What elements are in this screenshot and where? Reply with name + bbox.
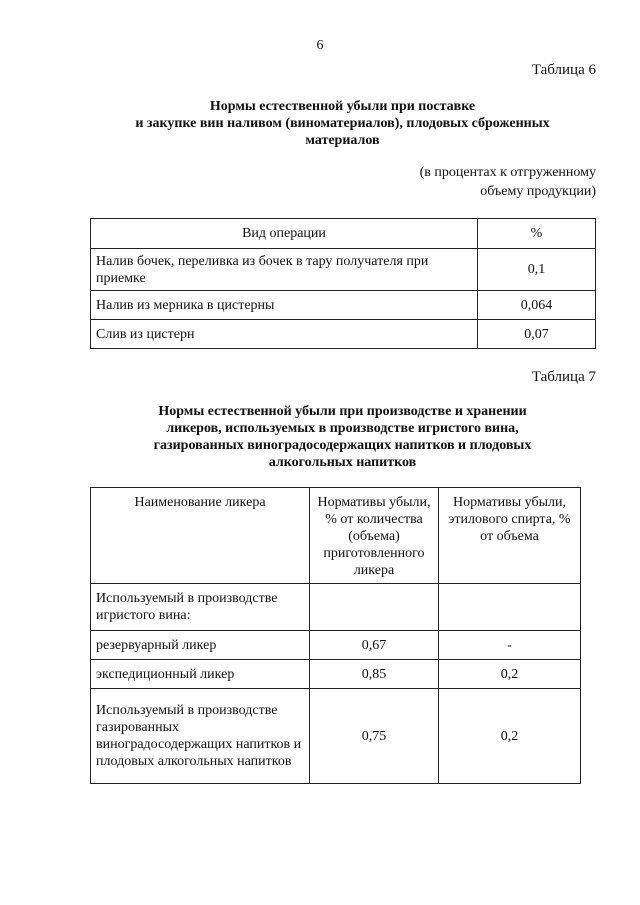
table7-volume-cell: 0,75 [310, 689, 439, 784]
table6-unit-note [420, 163, 596, 201]
table6-operation-cell: Слив из цистерн [91, 320, 478, 349]
table7-name-cell: экспедиционный ликер [91, 660, 310, 689]
table6-header-percent: % [478, 219, 596, 249]
table7-volume-cell [310, 584, 439, 631]
table6-title-line: Нормы естественной убыли при поставке [209, 99, 476, 114]
table7-header-name: Наименование ликера [91, 488, 310, 584]
table7-header-spirit-loss: Нормативы убыли, этилового спирта, % от объема [439, 488, 581, 584]
table6-title-line: материалов [305, 133, 380, 148]
table7-name-cell: резервуарный ликер [91, 631, 310, 660]
table6-operation-cell: Налив бочек, переливка из бочек в тару получателя при приемке [91, 249, 478, 291]
table6-percent-cell: 0,064 [478, 291, 596, 320]
table6-label: Таблица 6 [531, 62, 596, 78]
table6-title-line: и закупке вин наливом (виноматериалов), плодовых сброженных [135, 116, 550, 131]
table6-header-row [91, 219, 596, 249]
table6-note-line: объему продукции) [480, 184, 596, 199]
table6-title [90, 98, 595, 149]
table7-header-row [91, 488, 581, 584]
table6-percent-cell: 0,1 [478, 249, 596, 291]
table-row [91, 584, 581, 631]
table7-title-line: ликеров, используемых в производстве игристого вина, [166, 421, 519, 436]
table7-label: Таблица 7 [531, 369, 596, 385]
table7-title-line: алкогольных напитков [268, 455, 417, 470]
table7 [90, 487, 581, 784]
table6-percent-cell: 0,07 [478, 320, 596, 349]
page-number: 6 [316, 38, 324, 53]
table7-spirit-cell: - [439, 631, 581, 660]
table-row [91, 320, 596, 349]
table-row [91, 689, 581, 784]
table6 [90, 218, 596, 349]
table7-spirit-cell [439, 584, 581, 631]
table7-volume-cell: 0,85 [310, 660, 439, 689]
table-row [91, 291, 596, 320]
table7-title-line: Нормы естественной убыли при производстве и хранении [158, 404, 527, 419]
table7-title [90, 403, 595, 471]
table-row [91, 660, 581, 689]
table7-spirit-cell: 0,2 [439, 689, 581, 784]
table7-title-line: газированных виноградосодержащих напитков и плодовых [153, 438, 532, 453]
table-row [91, 631, 581, 660]
table6-header-operation: Вид операции [91, 219, 478, 249]
table7-header-volume-loss: Нормативы убыли, % от количества (объема) приготовленного ликера [310, 488, 439, 584]
table7-name-cell: Используемый в производстве игристого вина: [91, 584, 310, 631]
table7-name-cell: Используемый в производстве газированных виноградосодержащих напитков и плодовых алкогольных напитков [91, 689, 310, 784]
table7-spirit-cell: 0,2 [439, 660, 581, 689]
table6-operation-cell: Налив из мерника в цистерны [91, 291, 478, 320]
table7-volume-cell: 0,67 [310, 631, 439, 660]
table6-note-line: (в процентах к отгруженному [419, 165, 596, 180]
table-row [91, 249, 596, 291]
